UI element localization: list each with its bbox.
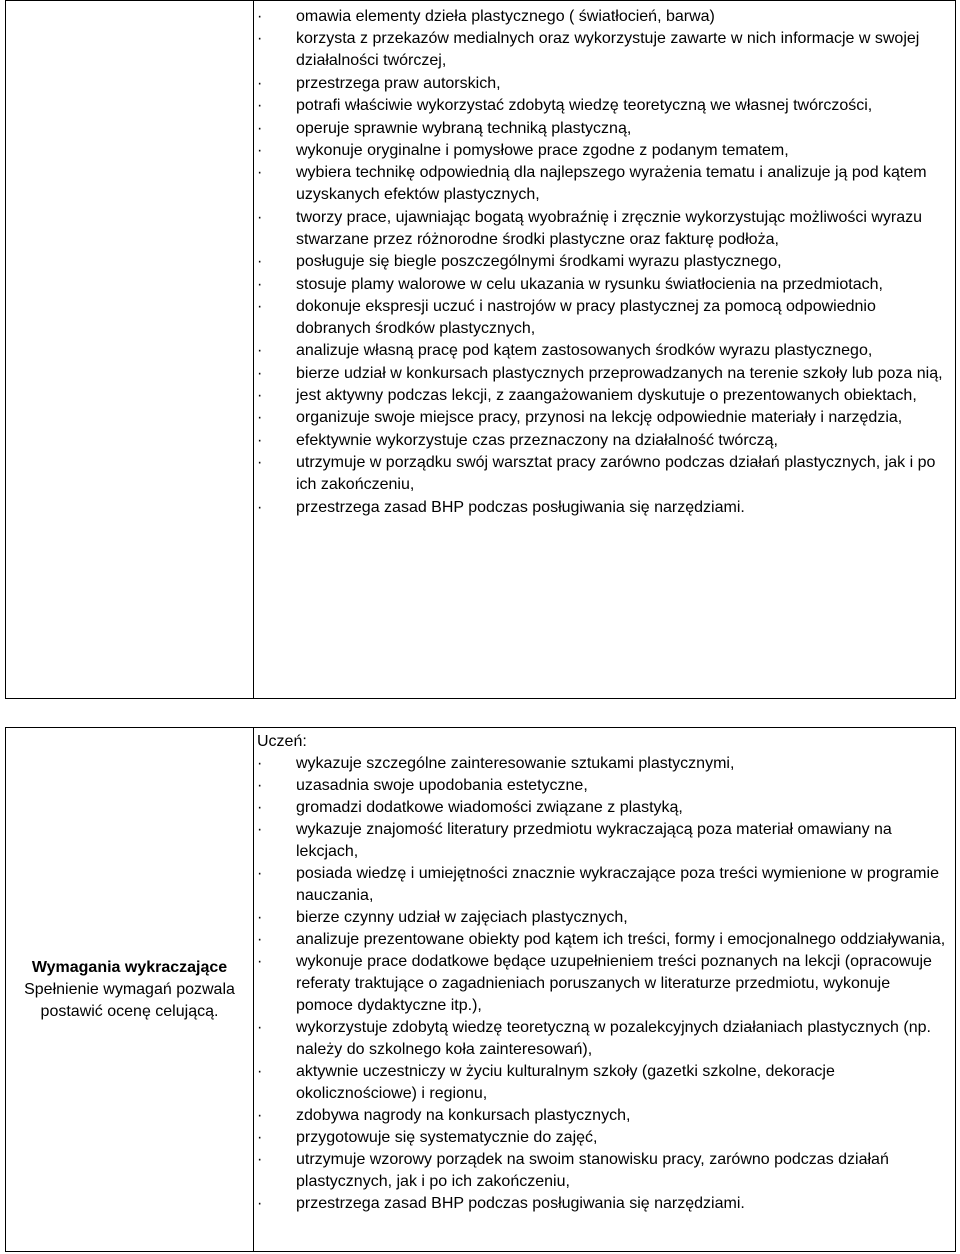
category-cell	[6, 728, 254, 1252]
student-intro: Uczeń:	[257, 733, 307, 750]
list-item: · efektywnie wykorzystuje czas przeznaczony na działalność twórczą,	[254, 430, 955, 452]
list-item: · przygotowuje się systematycznie do zajęć,	[254, 1127, 955, 1149]
list-item: · posiada wiedzę i umiejętności znacznie wykraczające poza treści wymienione w programie nauczania,	[254, 863, 955, 907]
category-cell-empty	[6, 1, 254, 699]
list-item: · dokonuje ekspresji uczuć i nastrojów w pracy plastycznej za pomocą odpowiednio dobranych środków plastycznych,	[254, 296, 955, 340]
list-item: · wykonuje oryginalne i pomysłowe prace zgodne z podanym tematem,	[254, 140, 955, 162]
list-item: · jest aktywny podczas lekcji, z zaangażowaniem dyskutuje o prezentowanych obiektach,	[254, 385, 955, 407]
criteria-cell	[254, 1, 956, 699]
list-item: · aktywnie uczestniczy w życiu kulturalnym szkoły (gazetki szkolne, dekoracje okolicznościowe) i regionu,	[254, 1061, 955, 1105]
list-item: · wykorzystuje zdobytą wiedzę teoretyczną w pozalekcyjnych działaniach plastycznych (np. należy do szkolnego koła zainteresowań),	[254, 1017, 955, 1061]
category-title: Wymagania wykraczające	[31, 958, 228, 976]
list-item: · analizuje własną pracę pod kątem zastosowanych środków wyrazu plastycznego,	[254, 340, 955, 362]
list-item: · bierze czynny udział w zajęciach plastycznych,	[254, 907, 955, 929]
list-item: · operuje sprawnie wybraną techniką plastyczną,	[254, 118, 955, 140]
requirements-table-lower	[5, 727, 956, 1252]
list-item: · organizuje swoje miejsce pracy, przynosi na lekcję odpowiednie materiały i narzędzia,	[254, 407, 955, 429]
list-item: · utrzymuje w porządku swój warsztat pracy zarówno podczas działań plastycznych, jak i po ich zakończeniu,	[254, 452, 955, 496]
requirements-table-upper	[5, 0, 956, 699]
list-item: · wykazuje szczególne zainteresowanie sztukami plastycznymi,	[254, 753, 955, 775]
list-item: · uzasadnia swoje upodobania estetyczne,	[254, 775, 955, 797]
list-item: · zdobywa nagrody na konkursach plastycznych,	[254, 1105, 955, 1127]
list-item: · korzysta z przekazów medialnych oraz wykorzystuje zawarte w nich informacje w swojej działalności twórczej,	[254, 28, 955, 72]
list-item: · stosuje plamy walorowe w celu ukazania w rysunku światłocienia na przedmiotach,	[254, 274, 955, 296]
list-item: · analizuje prezentowane obiekty pod kątem ich treści, formy i emocjonalnego oddziaływania,	[254, 929, 955, 951]
criteria-cell	[254, 728, 956, 1252]
list-item: · wybiera technikę odpowiednią dla najlepszego wyrażenia tematu i analizuje ją pod kątem uzyskanych efektów plastycznych,	[254, 162, 955, 206]
list-item: · bierze udział w konkursach plastycznych przeprowadzanych na terenie szkoły lub poza nią,	[254, 363, 955, 385]
list-item: · gromadzi dodatkowe wiadomości związane z plastyką,	[254, 797, 955, 819]
list-item: · wykonuje prace dodatkowe będące uzupełnieniem treści poznanych na lekcji (opracowuje referaty traktujące o zagadnieniach poruszanych w literaturze przedmiotu, wykonuje pomoce dydaktyczne itp.),	[254, 951, 955, 1017]
criteria-list	[254, 1, 955, 519]
list-item: · przestrzega zasad BHP podczas posługiwania się narzędziami.	[254, 1193, 955, 1215]
category-description: Spełnienie wymagań pozwala postawić ocenę celującą.	[24, 980, 235, 1020]
list-item: · potrafi właściwie wykorzystać zdobytą wiedzę teoretyczną we własnej twórczości,	[254, 95, 955, 117]
list-item: · wykazuje znajomość literatury przedmiotu wykraczającą poza materiał omawiany na lekcjach,	[254, 819, 955, 863]
list-item: · tworzy prace, ujawniając bogatą wyobraźnię i zręcznie wykorzystując możliwości wyrazu stwarzane przez różnorodne środki plastyczne oraz fakturę podłoża,	[254, 207, 955, 251]
list-item: · utrzymuje wzorowy porządek na swoim stanowisku pracy, zarówno podczas działań plastycznych, jak i po ich zakończeniu,	[254, 1149, 955, 1193]
list-item: · przestrzega praw autorskich,	[254, 73, 955, 95]
list-item: · omawia elementy dzieła plastycznego ( światłocień, barwa)	[254, 6, 955, 28]
table-row	[6, 1, 956, 699]
list-item: · posługuje się biegle poszczególnymi środkami wyrazu plastycznego,	[254, 251, 955, 273]
table-row	[6, 728, 956, 1252]
list-item: · przestrzega zasad BHP podczas posługiwania się narzędziami.	[254, 497, 955, 519]
criteria-list	[254, 753, 955, 1215]
